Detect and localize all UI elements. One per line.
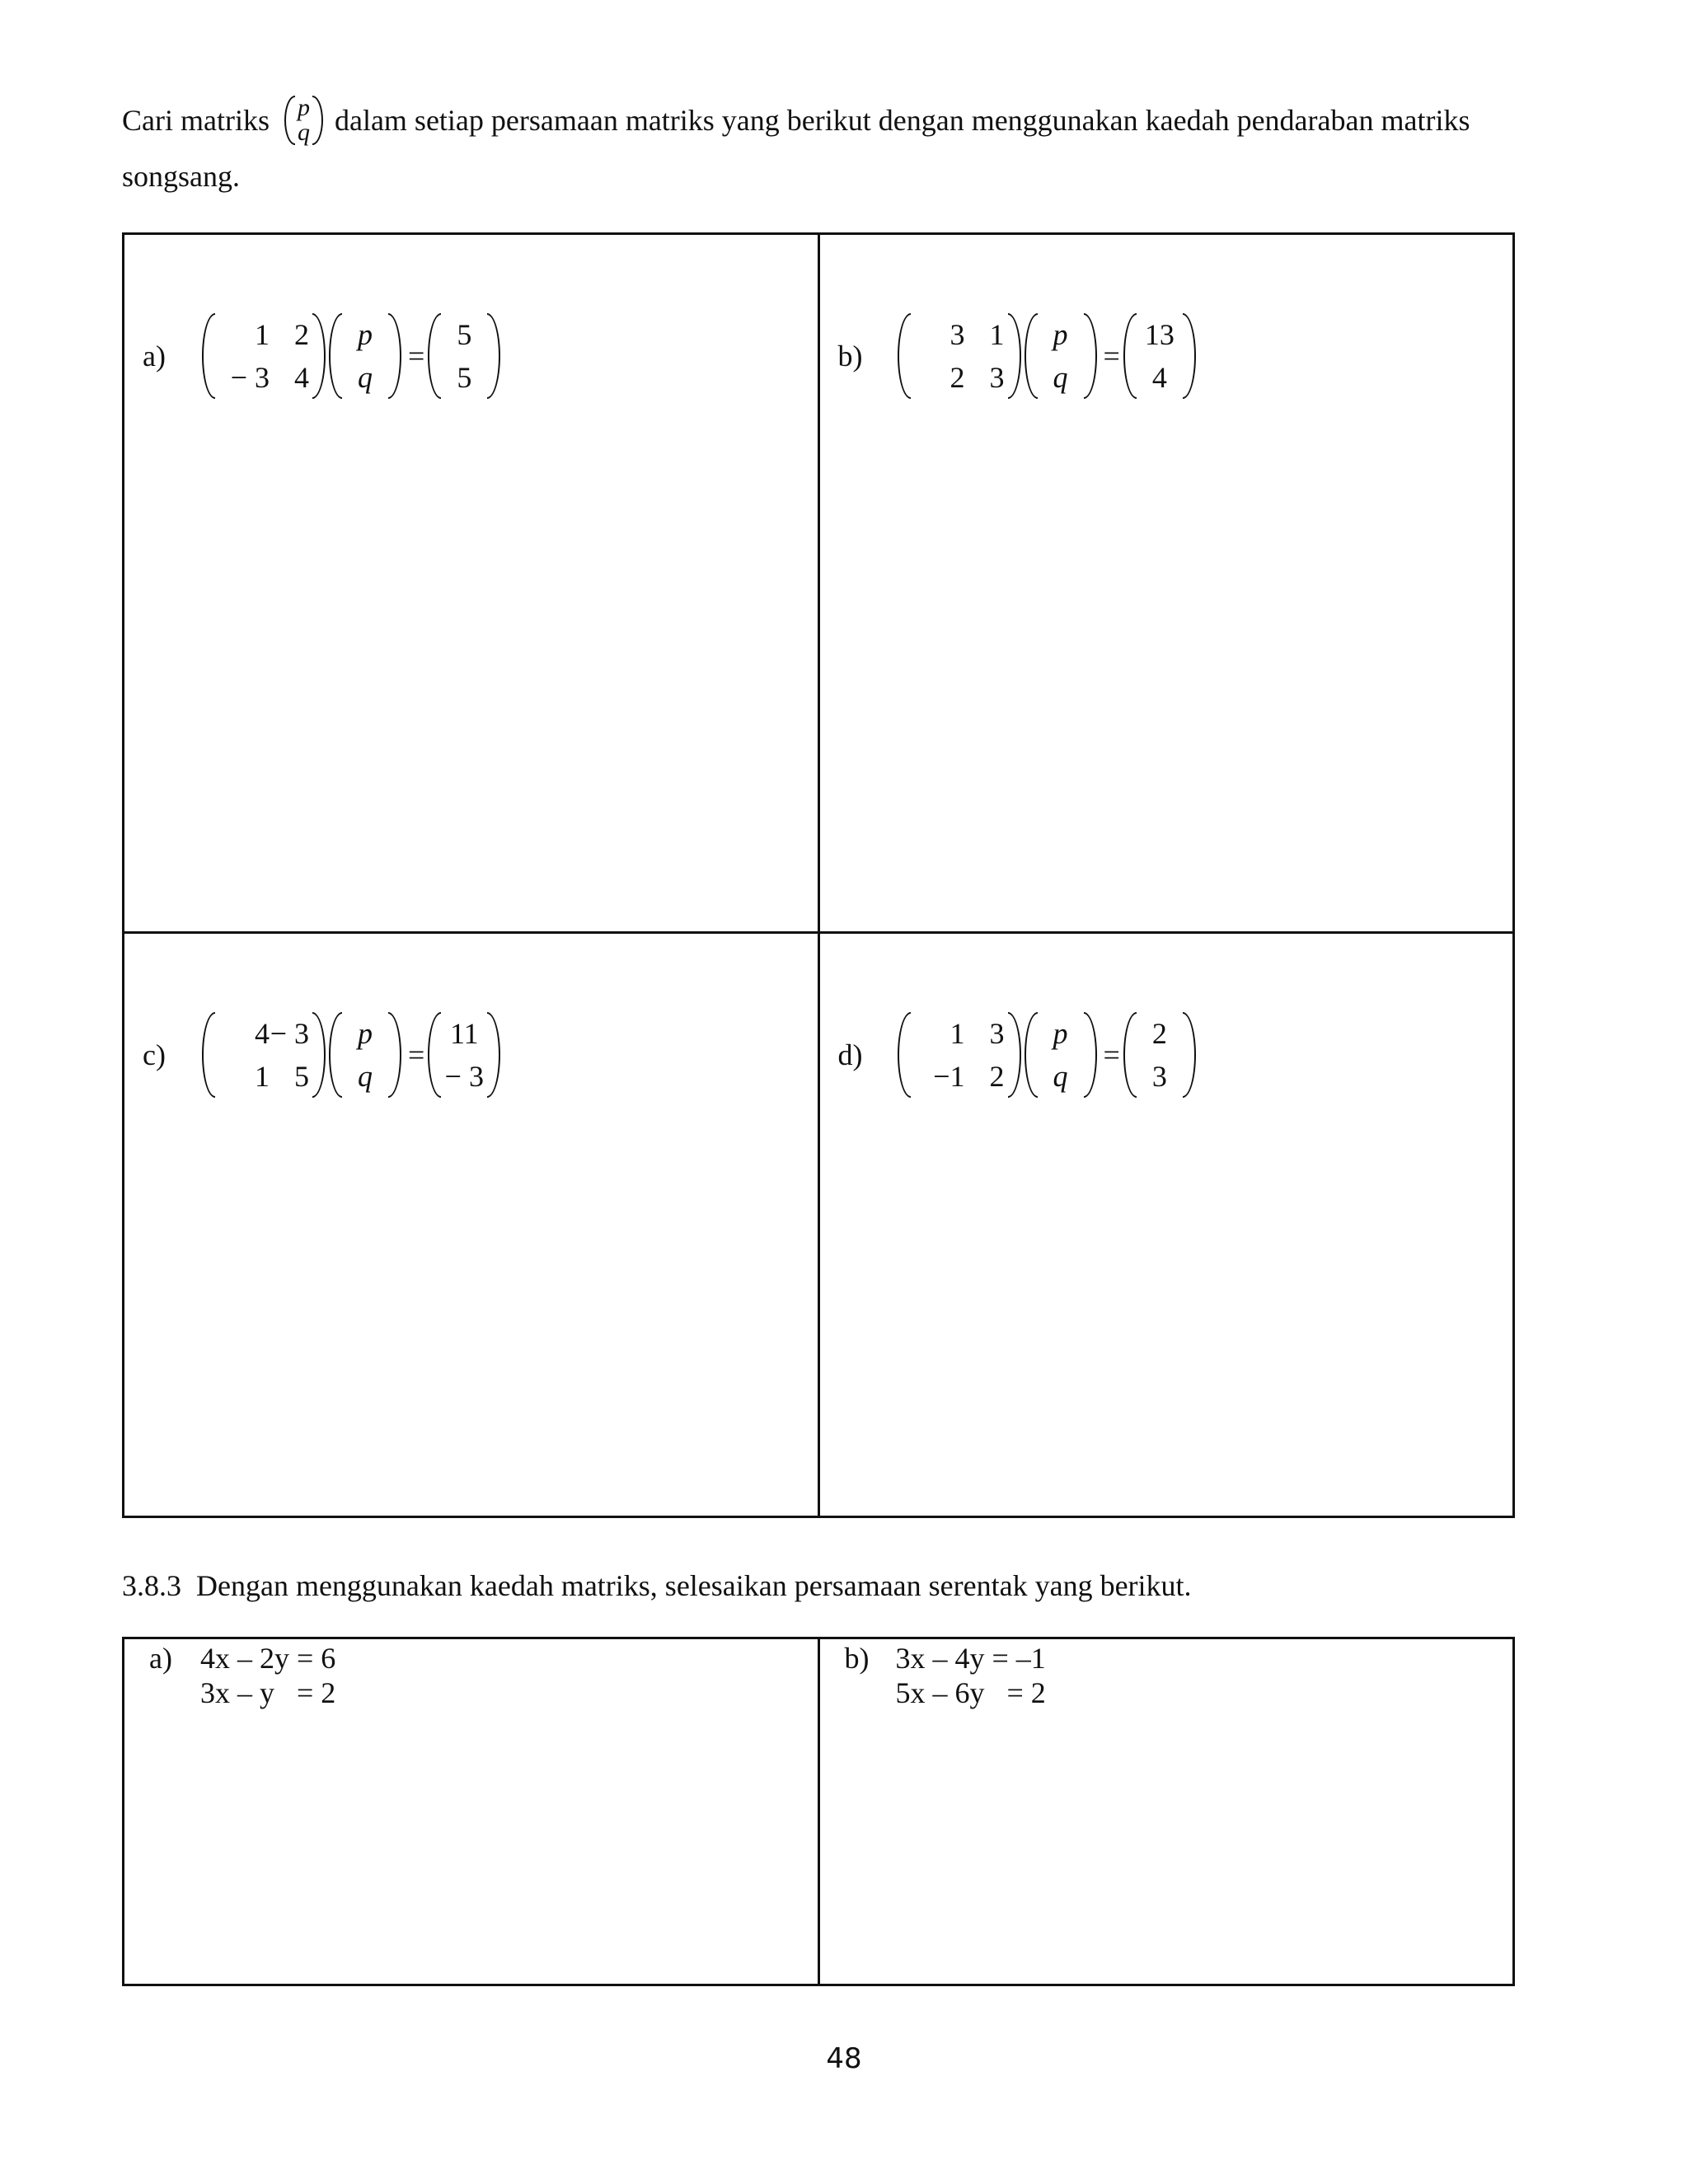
matrix-entry: 2 bbox=[989, 1059, 1005, 1093]
matrix-entry: q bbox=[1053, 1059, 1068, 1093]
simultaneous-equations-grid bbox=[122, 1637, 1515, 1986]
problem-label: d) bbox=[837, 1038, 863, 1071]
constant-vector bbox=[1123, 1012, 1196, 1098]
matrix-problems-grid bbox=[122, 232, 1515, 1518]
matrix-entry: − 3 bbox=[230, 361, 270, 394]
matrix-entry: 3 bbox=[989, 361, 1005, 394]
coefficient-matrix bbox=[898, 313, 1021, 399]
matrix-entry: 5 bbox=[457, 361, 472, 394]
matrix-entry: q bbox=[358, 361, 373, 394]
problem-a-cell[interactable] bbox=[124, 234, 819, 933]
matrix-entry: 5 bbox=[294, 1059, 309, 1093]
system-b-cell[interactable] bbox=[818, 1638, 1514, 1985]
equals-sign: = bbox=[408, 340, 425, 373]
problem-d-cell[interactable] bbox=[818, 932, 1514, 1516]
page-number: 48 bbox=[826, 2042, 862, 2075]
constant-vector bbox=[428, 1012, 500, 1098]
matrix-entry: 1 bbox=[950, 1016, 965, 1050]
unknown-vector bbox=[1025, 1012, 1097, 1098]
system-a-cell[interactable] bbox=[124, 1638, 819, 1985]
matrix-equation bbox=[143, 313, 504, 399]
instruction-line2: songsang. bbox=[122, 160, 240, 193]
matrix-entry: 4 bbox=[255, 1016, 270, 1050]
problem-label: a) bbox=[143, 340, 166, 373]
problem-c-cell[interactable] bbox=[124, 932, 819, 1516]
equation-line: 3x – 4y = –1 bbox=[895, 1642, 1046, 1675]
matrix-equation bbox=[143, 1012, 504, 1098]
matrix-entry: −1 bbox=[933, 1059, 965, 1093]
matrix-entry: 3 bbox=[950, 318, 965, 351]
system-label: b) bbox=[844, 1642, 870, 1675]
instruction-start: Cari matriks bbox=[122, 104, 270, 137]
equation-line: 5x – 6y = 2 bbox=[895, 1676, 1046, 1709]
matrix-entry: p bbox=[358, 318, 373, 351]
matrix-entry: q bbox=[1053, 361, 1068, 394]
instruction-rest: dalam setiap persamaan matriks yang berikut dengan menggunakan kaedah pendaraban matriks bbox=[334, 104, 1470, 137]
matrix-entry: − 3 bbox=[270, 1016, 309, 1050]
section-text: Dengan menggunakan kaedah matriks, selesaikan persamaan serentak yang berikut. bbox=[196, 1569, 1192, 1602]
system-label: a) bbox=[149, 1642, 172, 1675]
matrix-entry: 3 bbox=[989, 1016, 1005, 1050]
equation-line: 4x – 2y = 6 bbox=[200, 1642, 336, 1675]
constant-vector bbox=[1123, 313, 1196, 399]
matrix-entry: p bbox=[1053, 1016, 1068, 1050]
matrix-entry: 3 bbox=[1151, 1059, 1167, 1093]
matrix-entry: 1 bbox=[255, 318, 270, 351]
matrix-entry: − 3 bbox=[444, 1059, 484, 1093]
matrix-entry: 5 bbox=[457, 318, 472, 351]
pq-column-vector: p q bbox=[284, 96, 323, 145]
problem-label: c) bbox=[143, 1038, 166, 1071]
equals-sign: = bbox=[1103, 1038, 1120, 1071]
matrix-entry: 2 bbox=[294, 318, 309, 351]
matrix-entry: 1 bbox=[989, 318, 1005, 351]
coefficient-matrix bbox=[202, 313, 326, 399]
matrix-entry: q bbox=[358, 1059, 373, 1093]
matrix-entry: 13 bbox=[1144, 318, 1175, 351]
matrix-entry: 4 bbox=[294, 361, 309, 394]
constant-vector bbox=[428, 313, 500, 399]
matrix-entry: 4 bbox=[1151, 361, 1167, 394]
problem-b-cell[interactable] bbox=[818, 234, 1514, 933]
unknown-vector bbox=[329, 313, 401, 399]
matrix-entry: 2 bbox=[950, 361, 965, 394]
problem-label: b) bbox=[837, 340, 863, 373]
section-number: 3.8.3 bbox=[122, 1569, 181, 1602]
matrix-entry: p bbox=[1053, 318, 1068, 351]
matrix-equation bbox=[838, 313, 1199, 399]
equals-sign: = bbox=[408, 1038, 425, 1071]
section-heading bbox=[122, 1568, 1192, 1603]
matrix-entry: 2 bbox=[1151, 1016, 1167, 1050]
matrix-equation bbox=[838, 1012, 1199, 1098]
matrix-entry: 1 bbox=[255, 1059, 270, 1093]
unknown-vector bbox=[329, 1012, 401, 1098]
coefficient-matrix bbox=[898, 1012, 1021, 1098]
instruction-text bbox=[122, 92, 1523, 204]
equation-line: 3x – y = 2 bbox=[200, 1676, 336, 1709]
coefficient-matrix bbox=[202, 1012, 326, 1098]
matrix-entry: 11 bbox=[449, 1016, 479, 1050]
equals-sign: = bbox=[1103, 340, 1120, 373]
matrix-entry: p bbox=[358, 1016, 373, 1050]
unknown-vector bbox=[1025, 313, 1097, 399]
